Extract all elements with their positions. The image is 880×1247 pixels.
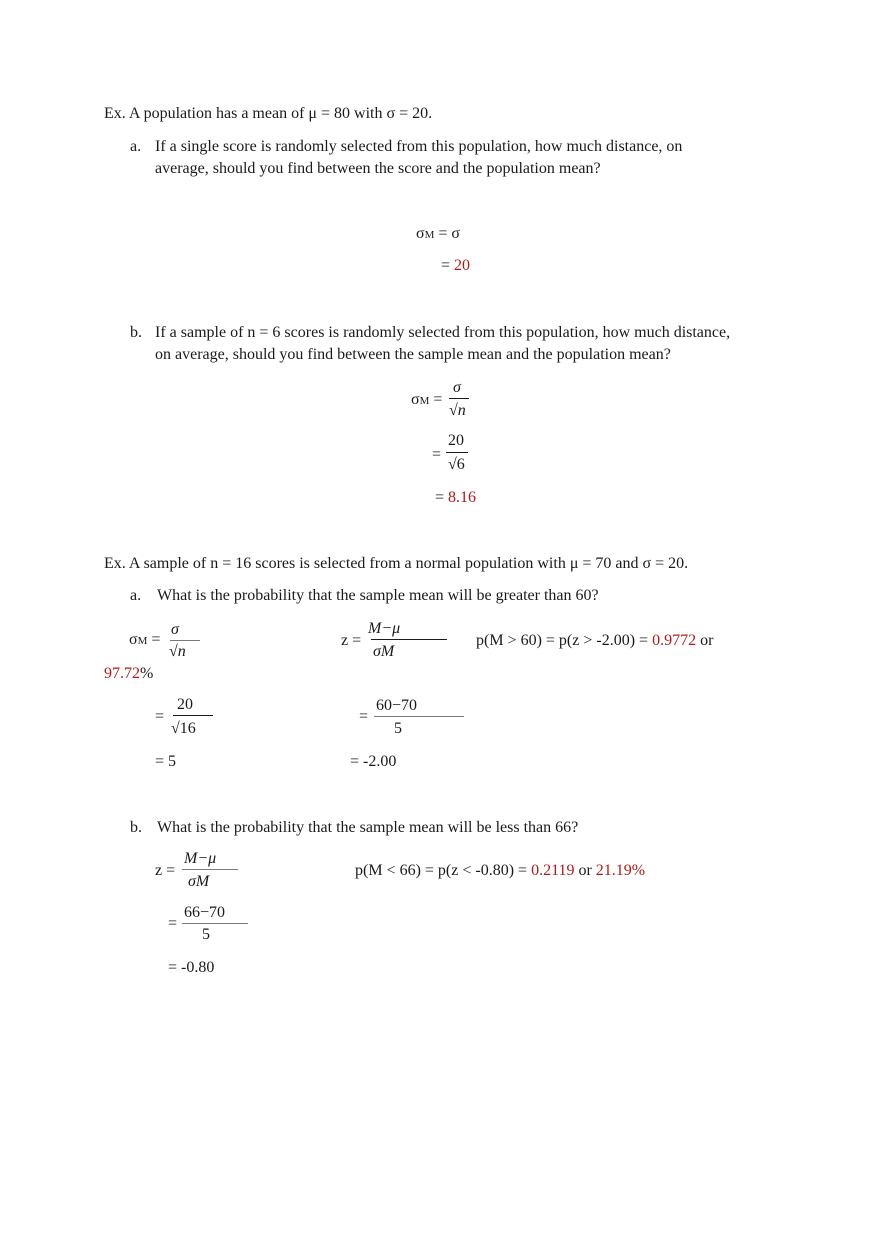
- sigma-m-result: = 5: [155, 753, 177, 770]
- percent-value: 21.19%: [595, 862, 646, 879]
- equals-sign: =: [359, 708, 369, 725]
- ex2-a-sigma-m-lhs: [129, 632, 160, 648]
- fraction-denominator: σM: [373, 643, 395, 660]
- subscript-m: M: [424, 229, 435, 241]
- equals-sign: =: [432, 446, 442, 463]
- fraction-denominator: [449, 403, 466, 419]
- ex2-a-question: What is the probability that the sample mean will be greater than 60?: [157, 587, 599, 604]
- fraction-bar: [170, 640, 200, 641]
- percent-value: 97.72: [104, 665, 140, 682]
- sigma-symbol: σ: [416, 225, 425, 242]
- equals-sign: =: [435, 489, 445, 506]
- fraction-bar: [182, 869, 238, 870]
- answer-value: 20: [454, 257, 471, 274]
- ex2-a-label: a.: [130, 587, 142, 604]
- equals-sign: =: [433, 391, 443, 408]
- fraction-numerator: 20: [177, 696, 193, 713]
- fraction-numerator: σ: [171, 621, 179, 638]
- fraction-numerator: M−μ: [184, 850, 217, 867]
- ex1-a-label: a.: [130, 138, 142, 155]
- fraction-denominator: [169, 644, 186, 660]
- probability-expression: p(M > 60) = p(z > -2.00) =: [476, 632, 649, 649]
- equals-sign: =: [441, 257, 451, 274]
- denominator-variable: n: [177, 643, 186, 660]
- denominator-variable: n: [457, 402, 466, 419]
- ex2-prompt: Ex. A sample of n = 16 scores is selected from a normal population with μ = 70 and σ = 20.: [104, 555, 689, 572]
- fraction-denominator: [171, 721, 196, 737]
- probability-value: 0.9772: [652, 632, 697, 649]
- ex2-a-probability: [476, 633, 713, 649]
- fraction-numerator: M−μ: [368, 620, 401, 637]
- ex2-b-probability: [355, 863, 645, 879]
- ex1-prompt: Ex. A population has a mean of μ = 80 with σ = 20.: [104, 105, 433, 122]
- sqrt-icon: √: [449, 402, 458, 419]
- fraction-denominator: 5: [202, 926, 210, 943]
- fraction-denominator: 5: [394, 720, 402, 737]
- sigma-symbol: σ: [129, 631, 138, 648]
- ex2-a-percent: [104, 666, 153, 682]
- ex1-b-sigma-m-lhs: [411, 392, 442, 408]
- sqrt-icon: √: [169, 643, 178, 660]
- sqrt-icon: √: [171, 720, 180, 737]
- fraction-numerator: 20: [448, 432, 464, 449]
- sigma-symbol: σ: [411, 391, 420, 408]
- denominator-value: 16: [179, 720, 196, 737]
- equals-sign: =: [155, 708, 165, 725]
- ex1-b-label: b.: [130, 324, 142, 341]
- fraction-bar: [374, 716, 464, 717]
- ex1-b-question-line1: If a sample of n = 6 scores is randomly selected from this population, how much distance,: [155, 324, 731, 341]
- fraction-bar: [173, 715, 213, 716]
- sqrt-icon: √: [448, 456, 457, 473]
- fraction-bar: [371, 639, 447, 640]
- fraction-denominator: σM: [188, 873, 210, 890]
- subscript-m: M: [137, 635, 148, 647]
- fraction-numerator: 60−70: [376, 697, 418, 714]
- ex1-a-result: [441, 258, 470, 274]
- equals-sign: =: [168, 915, 178, 932]
- fraction-bar: [446, 452, 468, 453]
- probability-value: 0.2119: [531, 862, 575, 879]
- ex2-b-label: b.: [130, 819, 142, 836]
- fraction-bar: [449, 398, 469, 399]
- fraction-numerator: 66−70: [184, 904, 226, 921]
- percent-sign: %: [140, 665, 154, 682]
- z-result: = -0.80: [168, 959, 215, 976]
- z-label: z =: [341, 632, 362, 649]
- ex1-a-question-line1: If a single score is randomly selected from this population, how much distance, on: [155, 138, 683, 155]
- ex1-a-sigma-m-equation: [416, 226, 460, 242]
- denominator-value: 6: [456, 456, 465, 473]
- ex1-b-question-line2: on average, should you find between the sample mean and the population mean?: [155, 346, 671, 363]
- fraction-bar: [182, 923, 248, 924]
- equation-rhs: = σ: [438, 225, 461, 242]
- fraction-denominator: [448, 457, 465, 473]
- ex1-a-question-line2: average, should you find between the score and the population mean?: [155, 160, 601, 177]
- answer-value: 8.16: [448, 489, 477, 506]
- fraction-numerator: σ: [453, 379, 461, 396]
- z-result: = -2.00: [350, 753, 397, 770]
- z-label: z =: [155, 862, 176, 879]
- equals-sign: =: [151, 631, 161, 648]
- ex2-b-question: What is the probability that the sample mean will be less than 66?: [157, 819, 579, 836]
- ex1-b-result: [435, 490, 476, 506]
- probability-expression: p(M < 66) = p(z < -0.80) =: [355, 862, 528, 879]
- or-word: or: [578, 862, 592, 879]
- or-word: or: [700, 632, 714, 649]
- subscript-m: M: [419, 395, 430, 407]
